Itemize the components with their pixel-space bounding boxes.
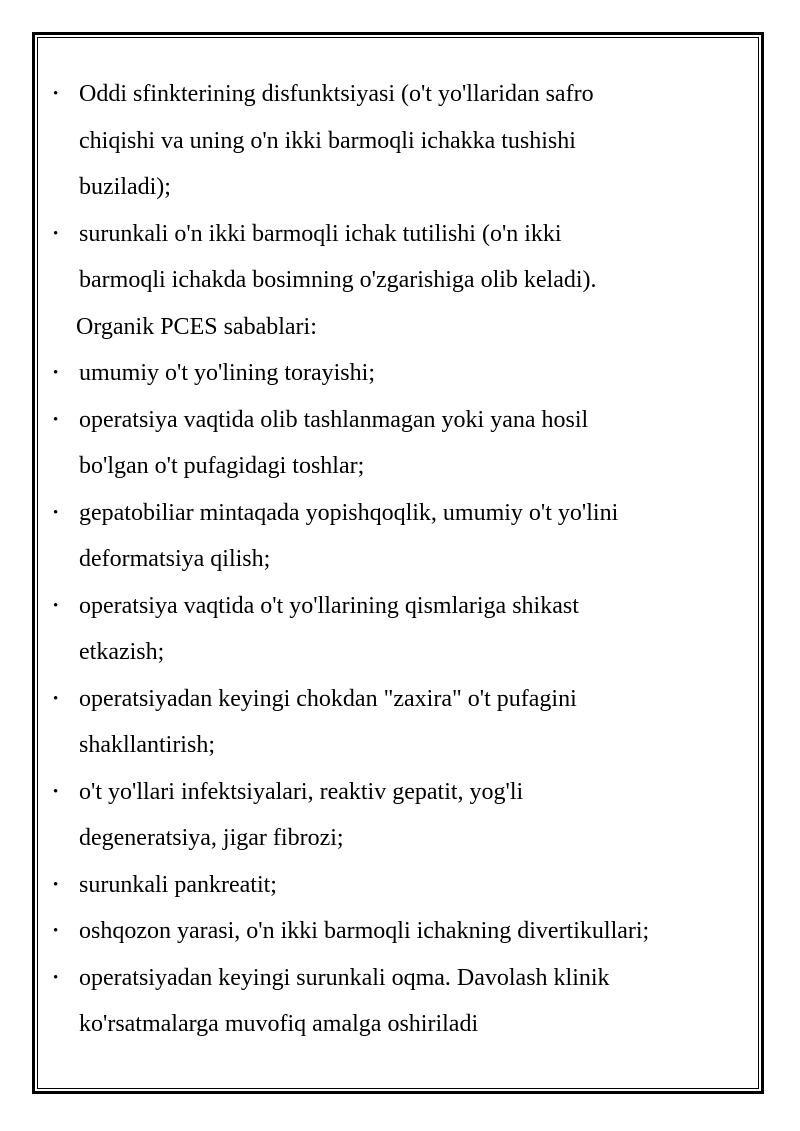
list-item — [50, 676, 740, 769]
list-item-text-line: operatsiya vaqtida o't yo'llarining qismlariga shikast — [79, 592, 579, 619]
list-item-text-line: gepatobiliar mintaqada yopishqoqlik, umumiy o't yo'lini — [79, 499, 619, 526]
list-item — [50, 908, 740, 955]
bullet-icon: • — [53, 504, 59, 521]
bullet-icon: • — [53, 86, 59, 102]
list-item-text-line: operatsiyadan keyingi chokdan "zaxira" o't pufagini — [79, 685, 577, 712]
list-item — [50, 71, 740, 211]
list-item — [50, 769, 740, 862]
section-subheading: Organik PCES sabablari: — [76, 313, 317, 340]
bullet-list-top — [50, 71, 740, 304]
list-item — [50, 490, 740, 583]
bullet-icon: • — [53, 923, 59, 939]
list-item-text-line: deformatsiya qilish; — [79, 546, 271, 572]
bullet-icon: • — [53, 225, 59, 242]
list-item-text-line: operatsiyadan keyingi surunkali oqma. Davolash klinik — [79, 964, 610, 991]
list-item — [50, 955, 740, 1048]
bullet-icon: • — [53, 876, 59, 893]
bullet-icon: • — [53, 690, 59, 707]
document-body — [50, 71, 740, 1048]
list-item-text-line: operatsiya vaqtida olib tashlanmagan yoki yana hosil — [79, 406, 589, 433]
list-item — [50, 397, 740, 490]
list-item-text-line: etkazish; — [79, 639, 165, 665]
list-item-text-line: chiqishi va uning o'n ikki barmoqli ichakka tushishi — [79, 127, 576, 154]
bullet-icon: • — [53, 969, 59, 986]
list-item-text-line: buziladi); — [79, 174, 171, 200]
bullet-icon: • — [53, 597, 59, 614]
list-item-text-line: oshqozon yarasi, o'n ikki barmoqli ichakning divertikullari; — [79, 918, 650, 944]
list-item-text-line: barmoqli ichakda bosimning o'zgarishiga olib keladi). — [79, 267, 597, 293]
list-item — [50, 350, 740, 397]
bullet-icon: • — [53, 365, 59, 381]
bullet-list-bottom — [50, 350, 740, 1048]
list-item-text-line: shakllantirish; — [79, 732, 215, 758]
bullet-icon: • — [53, 783, 59, 800]
list-item-text-line: surunkali pankreatit; — [79, 871, 277, 898]
list-item — [50, 211, 740, 304]
list-item-text-line: umumiy o't yo'lining torayishi; — [79, 360, 375, 386]
list-item — [50, 583, 740, 676]
list-item-text-line: surunkali o'n ikki barmoqli ichak tutilishi (o'n ikki — [79, 220, 562, 247]
list-item-text-line: Oddi sfinkterining disfunktsiyasi (o't yo'llaridan safro — [79, 81, 594, 107]
list-item — [50, 862, 740, 909]
list-item-text-line: o't yo'llari infektsiyalari, reaktiv gepatit, yog'li — [79, 778, 524, 805]
list-item-text-line: degeneratsiya, jigar fibrozi; — [79, 825, 344, 851]
list-item-text-line: ko'rsatmalarga muvofiq amalga oshiriladi — [79, 1011, 479, 1037]
bullet-icon: • — [53, 411, 59, 428]
list-item-text-line: bo'lgan o't pufagidagi toshlar; — [79, 453, 365, 479]
